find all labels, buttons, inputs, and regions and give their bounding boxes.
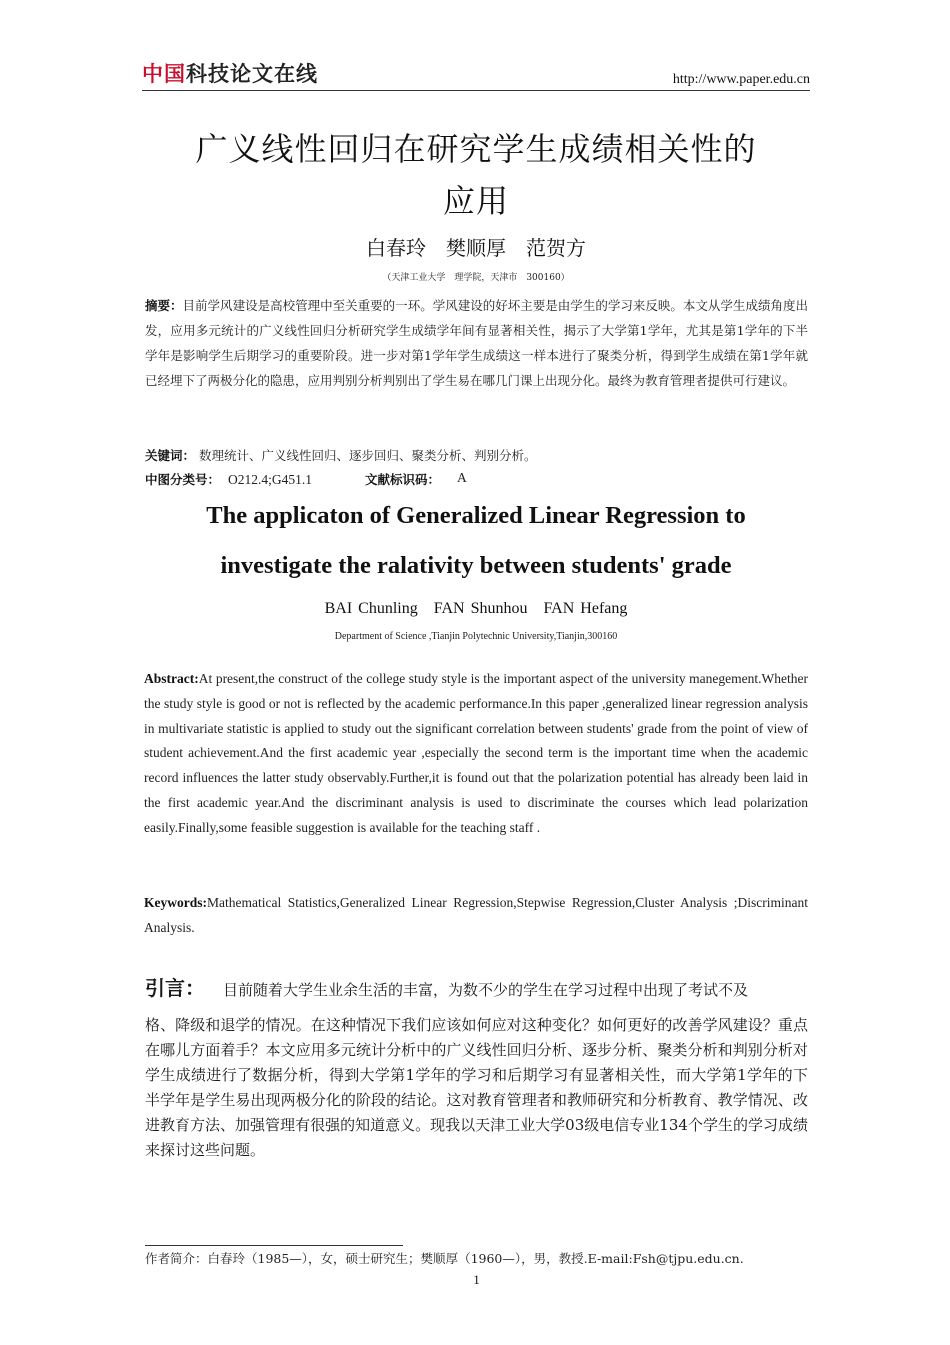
title-cn-line1: 广义线性回归在研究学生成绩相关性的 <box>195 130 757 168</box>
page-number: 1 <box>473 1272 480 1287</box>
authors-cn: 白春玲 樊顺厚 范贺方 <box>366 236 586 260</box>
footnote-divider <box>145 1245 403 1246</box>
title-cn-line2: 应用 <box>442 182 509 220</box>
abstract-cn <box>145 293 808 393</box>
keywords-cn-text: 数理统计、广义线性回归、逐步回归、聚类分析、判别分析。 <box>199 448 537 463</box>
affiliation-en: Department of Science ,Tianjin Polytechnic University,Tianjin,300160 <box>334 631 618 642</box>
title-en-line1: The applicaton of Generalized Linear Regression to <box>206 502 746 529</box>
introduction-label: 引言： <box>145 976 205 1000</box>
doc-value: A <box>457 470 467 485</box>
abstract-en-label: Abstract: <box>144 671 199 686</box>
logo-dark-text: 科技论文在线 <box>186 62 318 86</box>
authors-en: BAI Chunling FAN Shunhou FAN Hefang <box>324 600 628 617</box>
doc-label: 文献标识码： <box>365 472 441 487</box>
introduction-first-text: 目前随着大学生业余生活的丰富，为数不少的学生在学习过程中出现了考试不及 <box>223 981 749 999</box>
author-footnote: 作者简介：白春玲（1985—），女，硕士研究生；樊顺厚（1960—），男，教授.E-mail:Fsh@tjpu.edu.cn. <box>145 1251 744 1266</box>
title-en-line2: investigate the ralativity between students' grade <box>220 552 732 579</box>
header-url[interactable]: http://www.paper.edu.cn <box>672 72 810 87</box>
keywords-en-text: Mathematical Statistics,Generalized Linear Regression,Stepwise Regression,Cluster Analysis ;Discriminant Analysis. <box>144 895 808 935</box>
abstract-cn-label: 摘要： <box>145 298 183 313</box>
abstract-en <box>144 667 808 841</box>
abstract-en-text: At present,the construct of the college study style is the important aspect of the university manegement.Whether the study style is good or not is reflected by the academic performance.In this paper ,generalized linear regression analysis in multivariate statistic is applied to study out the significant correlation between students' grade from the point of view of student achievement.And the first academic year ,especially the second term is the important time when the academic record influences the latter study observably.Further,it is found out that the polarization potential has already been laid in the first academic year.And the discriminant analysis is used to discriminate the courses which lead polarization easily.Finally,some feasible suggestion is available for the teaching staff . <box>144 671 808 835</box>
introduction-text: 格、降级和退学的情况。在这种情况下我们应该如何应对这种变化？如何更好的改善学风建设？重点在哪儿方面着手？本文应用多元统计分析中的广义线性回归分析、逐步分析、聚类分析和判别分析对学生成绩进行了数据分析，得到大学第1学年的学习和后期学习有显著相关性，而大学第1学年的下半学年是学生易出现两极分化的阶段的结论。这对教育管理者和教师研究和分析教育、教学情况、改进教育方法、加强管理有很强的知道意义。现我以天津工业大学03级电信专业134个学生的学习成绩来探讨这些问题。 <box>145 1016 808 1159</box>
clc-value: O212.4;G451.1 <box>228 472 312 487</box>
affiliation-cn: （天津工业大学 理学院，天津市 300160） <box>382 273 570 283</box>
keywords-en <box>144 891 808 941</box>
introduction-first-line <box>145 976 808 1003</box>
journal-logo <box>142 60 318 86</box>
introduction <box>145 976 808 1163</box>
keywords-cn <box>145 446 537 464</box>
keywords-cn-label: 关键词： <box>145 448 196 463</box>
abstract-cn-text: 目前学风建设是高校管理中至关重要的一环。学风建设的好坏主要是由学生的学习来反映。本文从学生成绩角度出发，应用多元统计的广义线性回归分析研究学生成绩学年间有显著相关性，揭示了大学第1学年，尤其是第1学年的下半学年是影响学生后期学习的重要阶段。进一步对第1学年学生成绩这一样本进行了聚类分析，得到学生成绩在第1学年就已经埋下了两极分化的隐患，应用判别分析判别出了学生易在哪几门课上出现分化。最终为教育管理者提供可行建议。 <box>145 298 808 388</box>
keywords-en-label: Keywords: <box>144 895 207 910</box>
logo-red-text: 中国 <box>142 62 186 86</box>
classification-line <box>145 470 808 492</box>
clc-label: 中图分类号： <box>145 472 221 487</box>
header-divider <box>142 90 810 91</box>
